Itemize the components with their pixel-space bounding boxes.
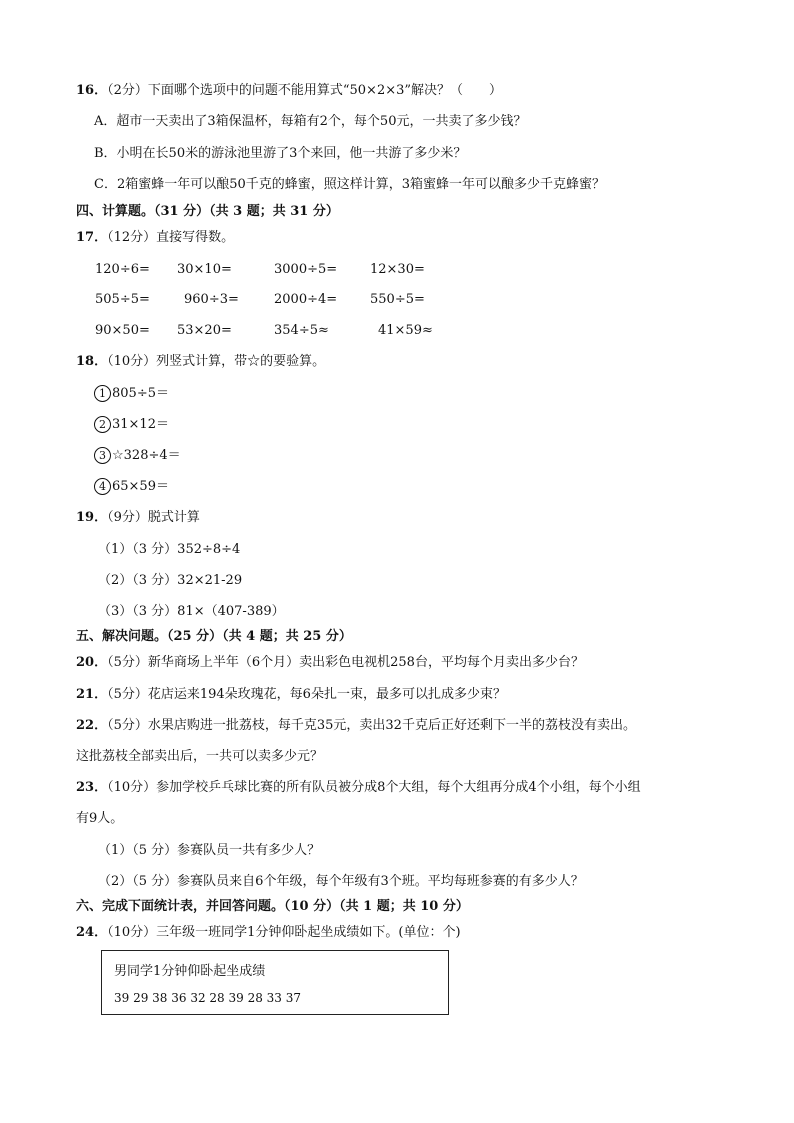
vertical-calc-item <box>94 478 169 496</box>
calc-item: 2000÷4= <box>274 292 338 307</box>
question-22-continued: 这批荔枝全部卖出后，一共可以卖多少元？ <box>76 749 324 764</box>
calc-item: 12×30= <box>370 262 425 277</box>
calc-item: 41×59≈ <box>378 323 433 338</box>
question-18 <box>76 353 325 371</box>
data-box-values: 39 29 38 36 32 28 39 28 33 37 <box>114 991 302 1005</box>
question-text: （5分）花店运来194朵玫瑰花，每6朵扎一束，最多可以扎成多少束？ <box>107 687 506 702</box>
sub-question: （2）（5 分）参赛队员来自6个年级，每个年级有3个班。平均每班参赛的有多少人？ <box>98 874 584 889</box>
question-number: 17． <box>76 230 108 245</box>
question-text: （10分）参加学校乒乓球比赛的所有队员被分成8个大组，每个大组再分成4个小组，每个小组 <box>107 780 641 795</box>
vertical-calc-item <box>94 416 169 434</box>
vertical-calc-item <box>94 385 169 403</box>
question-number: 18． <box>76 354 108 369</box>
question-number: 16． <box>76 83 108 98</box>
sub-question: （1）（3 分）352÷8÷4 <box>98 542 241 557</box>
question-number: 19． <box>76 510 108 525</box>
calc-item: 505÷5= <box>95 292 150 307</box>
calc-item: 120÷6= <box>95 262 150 277</box>
sub-question: （1）（5 分）参赛队员一共有多少人？ <box>98 843 321 858</box>
option-b: B．小明在长50米的游泳池里游了3个来回，他一共游了多少米？ <box>94 146 467 161</box>
sub-question: （3）（3 分）81×（407-389） <box>98 604 285 619</box>
question-17 <box>76 229 234 247</box>
sub-question: （2）（3 分）32×21-29 <box>98 573 243 588</box>
question-stem: （9分）脱式计算 <box>107 510 200 525</box>
option-a: A．超市一天卖出了3箱保温杯，每箱有2个，每个50元，一共卖了多少钱？ <box>94 114 527 129</box>
data-box-title: 男同学1分钟仰卧起坐成绩 <box>114 964 266 979</box>
question-23-continued: 有9人。 <box>76 811 124 826</box>
question-number: 22． <box>76 718 108 733</box>
question-text: （5分）水果店购进一批荔枝，每千克35元，卖出32千克后正好还剩下一半的荔枝没有卖出。 <box>107 718 636 733</box>
calc-item: 53×20= <box>177 323 232 338</box>
question-number: 21． <box>76 687 108 702</box>
calc-item: 30×10= <box>177 262 232 277</box>
question-number: 24． <box>76 925 108 940</box>
question-16 <box>76 82 502 100</box>
calc-item: 3000÷5= <box>274 262 338 277</box>
item-text: ☆328÷4＝ <box>112 448 181 463</box>
question-text: （10分）三年级一班同学1分钟仰卧起坐成绩如下。(单位：个) <box>107 925 461 940</box>
data-box <box>101 950 449 1015</box>
calc-item: 354÷5≈ <box>274 323 329 338</box>
question-19 <box>76 509 200 527</box>
section-heading-4: 四、计算题。（31 分）（共 3 题；共 31 分） <box>76 204 339 219</box>
question-23 <box>76 779 641 797</box>
calc-item: 550÷5= <box>370 292 425 307</box>
section-heading-6: 六、完成下面统计表，并回答问题。（10 分）（共 1 题；共 10 分） <box>76 899 469 914</box>
item-text: 65×59＝ <box>112 479 169 494</box>
section-heading-5: 五、解决问题。（25 分）（共 4 题；共 25 分） <box>76 629 352 644</box>
option-c: C．2箱蜜蜂一年可以酿50千克的蜂蜜，照这样计算，3箱蜜蜂一年可以酿多少千克蜂蜜？ <box>94 177 606 192</box>
question-22 <box>76 717 636 735</box>
question-number: 23． <box>76 780 108 795</box>
circled-number-2: 2 <box>94 416 111 433</box>
item-text: 31×12＝ <box>112 417 169 432</box>
circled-number-3: 3 <box>94 447 111 464</box>
question-stem: （10分）列竖式计算，带☆的要验算。 <box>107 354 326 369</box>
calc-item: 960÷3= <box>184 292 239 307</box>
circled-number-4: 4 <box>94 478 111 495</box>
question-20 <box>76 654 584 672</box>
vertical-calc-item <box>94 447 181 465</box>
question-21 <box>76 686 506 704</box>
question-text: （5分）新华商场上半年（6个月）卖出彩色电视机258台，平均每个月卖出多少台？ <box>107 655 584 670</box>
circled-number-1: 1 <box>94 385 111 402</box>
question-stem: （12分）直接写得数。 <box>107 230 235 245</box>
question-number: 20． <box>76 655 108 670</box>
calc-item: 90×50= <box>95 323 150 338</box>
question-24 <box>76 924 461 942</box>
question-stem: （2分）下面哪个选项中的问题不能用算式“50×2×3”解决？（ ） <box>107 83 503 98</box>
item-text: 805÷5＝ <box>112 386 169 401</box>
